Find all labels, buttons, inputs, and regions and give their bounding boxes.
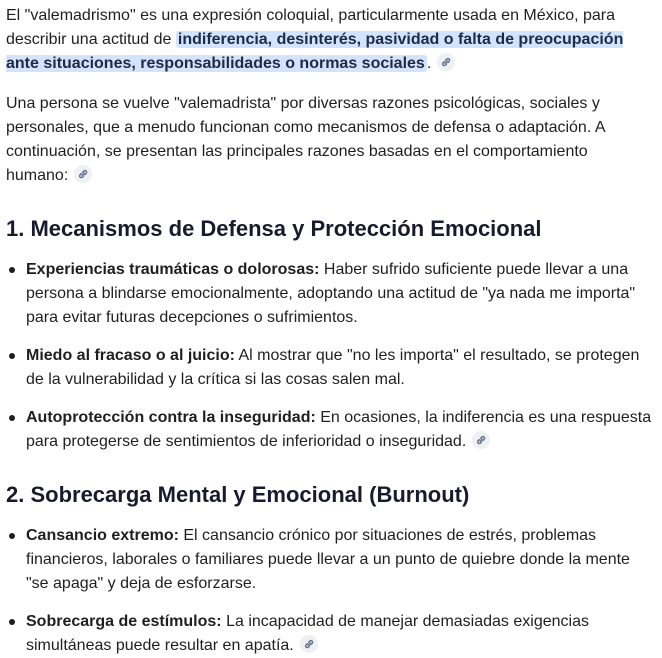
list-item [6,344,654,392]
intro-period: . [426,55,432,72]
link-icon [437,53,455,71]
list-item [6,610,654,658]
list-item [6,524,654,596]
list-item-text: Al mostrar que "no les importa" el resultado, se protegen de la vulnerabilidad y la crítica si las cosas salen mal. [26,347,640,388]
defense-list [6,258,654,454]
bullet-dot [9,619,15,625]
explanation-paragraph [6,92,654,188]
bullet-dot [9,533,15,539]
bullet-dot [9,415,15,421]
list-item-text: El cansancio crónico por situaciones de estrés, problemas financieros, laborales o familiares puede llevar a un punto de quiebre donde la mente "se apaga" y deja de esforzarse. [26,527,630,592]
list-item-text: La incapacidad de manejar demasiadas exigencias simultáneas puede resultar en apatía. [26,613,589,654]
explanation-text: Una persona se vuelve "valemadrista" por diversas razones psicológicas, sociales y personales, que a menudo funcionan como mecanismos de defensa o adaptación. A continuación, se presentan las principales razones basadas en el comportamiento humano: [6,95,605,184]
list-item-text: En ocasiones, la indiferencia es una respuesta para protegerse de sentimientos de inferioridad o inseguridad. [26,409,652,450]
link-icon [74,165,92,183]
intro-text: El "valemadrismo" es una expresión coloquial, particularmente usada en México, para describir una actitud de [6,7,616,48]
list-item [6,258,654,330]
source-link-button[interactable] [437,53,455,71]
bullet-dot [9,267,15,273]
highlighted-definition[interactable]: indiferencia, desinterés, pasividad o falta de preocupación ante situaciones, responsabilidades o normas sociales [6,31,624,72]
section-heading-defense: 1. Mecanismos de Defensa y Protección Emocional [6,216,542,241]
list-item-text: Haber sufrido suficiente puede llevar a una persona a blindarse emocionalmente, adoptando una actitud de "ya nada me importa" para evitar futuras decepciones o sufrimientos. [26,261,636,326]
bullet-dot [9,353,15,359]
source-link-button[interactable] [300,635,318,653]
list-item-title: Sobrecarga de estímulos: [26,613,222,630]
list-item-title: Miedo al fracaso o al juicio: [26,347,235,364]
source-link-button[interactable] [472,431,490,449]
burnout-list [6,524,654,658]
list-item-title: Cansancio extremo: [26,527,179,544]
list-item-title: Autoprotección contra la inseguridad: [26,409,316,426]
section-heading-burnout: 2. Sobrecarga Mental y Emocional (Burnout) [6,482,470,507]
intro-paragraph [6,4,654,76]
list-item-title: Experiencias traumáticas o dolorosas: [26,261,320,278]
source-link-button[interactable] [74,165,92,183]
link-icon [300,635,318,653]
link-icon [472,431,490,449]
list-item [6,406,654,454]
